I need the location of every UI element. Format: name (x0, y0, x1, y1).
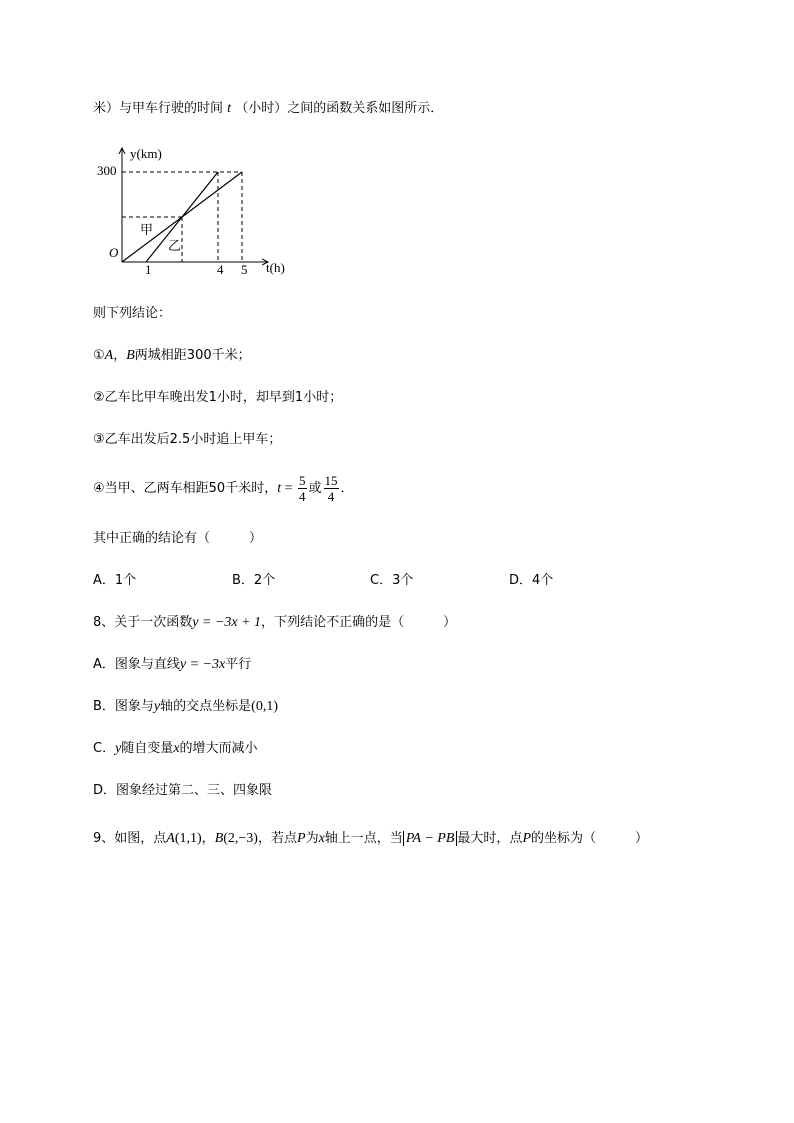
q8-option-b[interactable] (93, 698, 278, 716)
y-tick-300: 300 (97, 163, 117, 178)
q9-c: 为 (305, 831, 319, 846)
q8-optc-b: 随自变量 (121, 741, 174, 756)
frac1-num: 5 (299, 473, 306, 488)
q8-optc-x: x (173, 741, 180, 756)
q8-optc-y: y (115, 741, 122, 756)
q9-abs-expression: PA − PB (403, 831, 458, 846)
conclusion-3: ③乙车出发后2.5小时追上甲车； (93, 432, 282, 447)
c4-t-var: t (277, 481, 282, 496)
x-axis-label: t(h) (266, 260, 285, 275)
frac1-den: 4 (299, 489, 306, 504)
origin-label: O (109, 245, 119, 260)
c1-point-a: A (104, 348, 114, 363)
q9-point-a-coords: (1,1) (174, 831, 202, 846)
q8-optb-y: y (153, 699, 161, 714)
c4-prefix: ④当甲、乙两车相距50千米时， (93, 481, 278, 496)
q9-d: 轴上一点，当 (324, 831, 403, 846)
c1-point-b: B (126, 348, 135, 363)
q8-optb-b: 轴的交点坐标是 (160, 699, 252, 714)
q7-option-c[interactable]: C．3个 (370, 573, 414, 588)
q9-point-a: A (166, 831, 175, 846)
x-tick-1: 1 (145, 262, 152, 277)
q9-x-var: x (318, 831, 325, 846)
series-label-yi: 乙 (168, 238, 182, 253)
q8-optb-point: (0,1) (251, 699, 278, 714)
q9-e: 最大时，点 (457, 831, 523, 846)
y-axis-label: y(km) (130, 146, 162, 161)
frac2-den: 4 (327, 489, 335, 504)
frac2-num: 15 (324, 473, 338, 488)
fraction-15-4 (324, 473, 339, 504)
distance-time-graph (88, 140, 308, 280)
q8-prompt (93, 614, 456, 632)
q8-optb-a: B．图象与 (93, 699, 154, 714)
q7-option-a[interactable]: A．1个 (93, 573, 137, 588)
q8-opta-a: A．图象与直线 (93, 657, 180, 672)
q9-point-p: P (297, 831, 306, 846)
conclusion-intro: 则下列结论： (93, 306, 172, 321)
conclusion-1 (93, 347, 251, 365)
q8-option-c[interactable] (93, 740, 258, 758)
q9-sep: ， (201, 831, 215, 846)
q8-prompt-a: 8、关于一次函数 (93, 615, 193, 630)
q9-point-p2: P (522, 831, 531, 846)
q8-opta-func: y = −3x (179, 657, 226, 672)
intro-line (93, 100, 443, 118)
c4-eq: = (281, 481, 296, 496)
q9-a: 9、如图，点 (93, 831, 167, 846)
q8-optc-a: C． (93, 741, 116, 756)
q8-optc-c: 的增大而减小 (179, 741, 258, 756)
q9-point-b-coords: (2,−3) (223, 831, 258, 846)
conclusion-2: ②乙车比甲车晚出发1小时，却早到1小时； (93, 390, 343, 405)
intro-t-var: t (227, 101, 232, 116)
q8-function: y = −3x + 1 (192, 615, 262, 630)
q9-b: ，若点 (257, 831, 297, 846)
q8-opta-b: 平行 (225, 657, 252, 672)
x-tick-4: 4 (217, 262, 224, 277)
q7-option-b[interactable]: B．2个 (232, 573, 276, 588)
c1-prefix: ① (93, 348, 105, 363)
q7-option-d[interactable]: D．4个 (509, 573, 554, 588)
intro-text-1: 米）与甲车行驶的时间 (93, 101, 224, 116)
intro-text-2: （小时）之间的函数关系如图所示． (235, 101, 444, 116)
conclusion-4 (93, 472, 354, 506)
c1-text: 两城相距300千米； (134, 348, 251, 363)
c4-or: 或 (308, 481, 322, 496)
x-tick-5: 5 (241, 262, 248, 277)
q8-option-d[interactable]: D．图象经过第二、三、四象限 (93, 783, 273, 798)
q9-prompt (93, 830, 648, 848)
q9-point-b: B (214, 831, 224, 846)
fraction-5-4 (298, 473, 307, 504)
q8-option-a[interactable] (93, 656, 251, 674)
q8-prompt-b: ，下列结论不正确的是（ ） (261, 615, 457, 630)
series-label-jia: 甲 (140, 222, 154, 237)
q9-f: 的坐标为（ ） (531, 831, 649, 846)
c4-end: ． (340, 481, 354, 496)
c1-sep: ， (113, 348, 127, 363)
q7-prompt: 其中正确的结论有（ ） (93, 531, 263, 546)
